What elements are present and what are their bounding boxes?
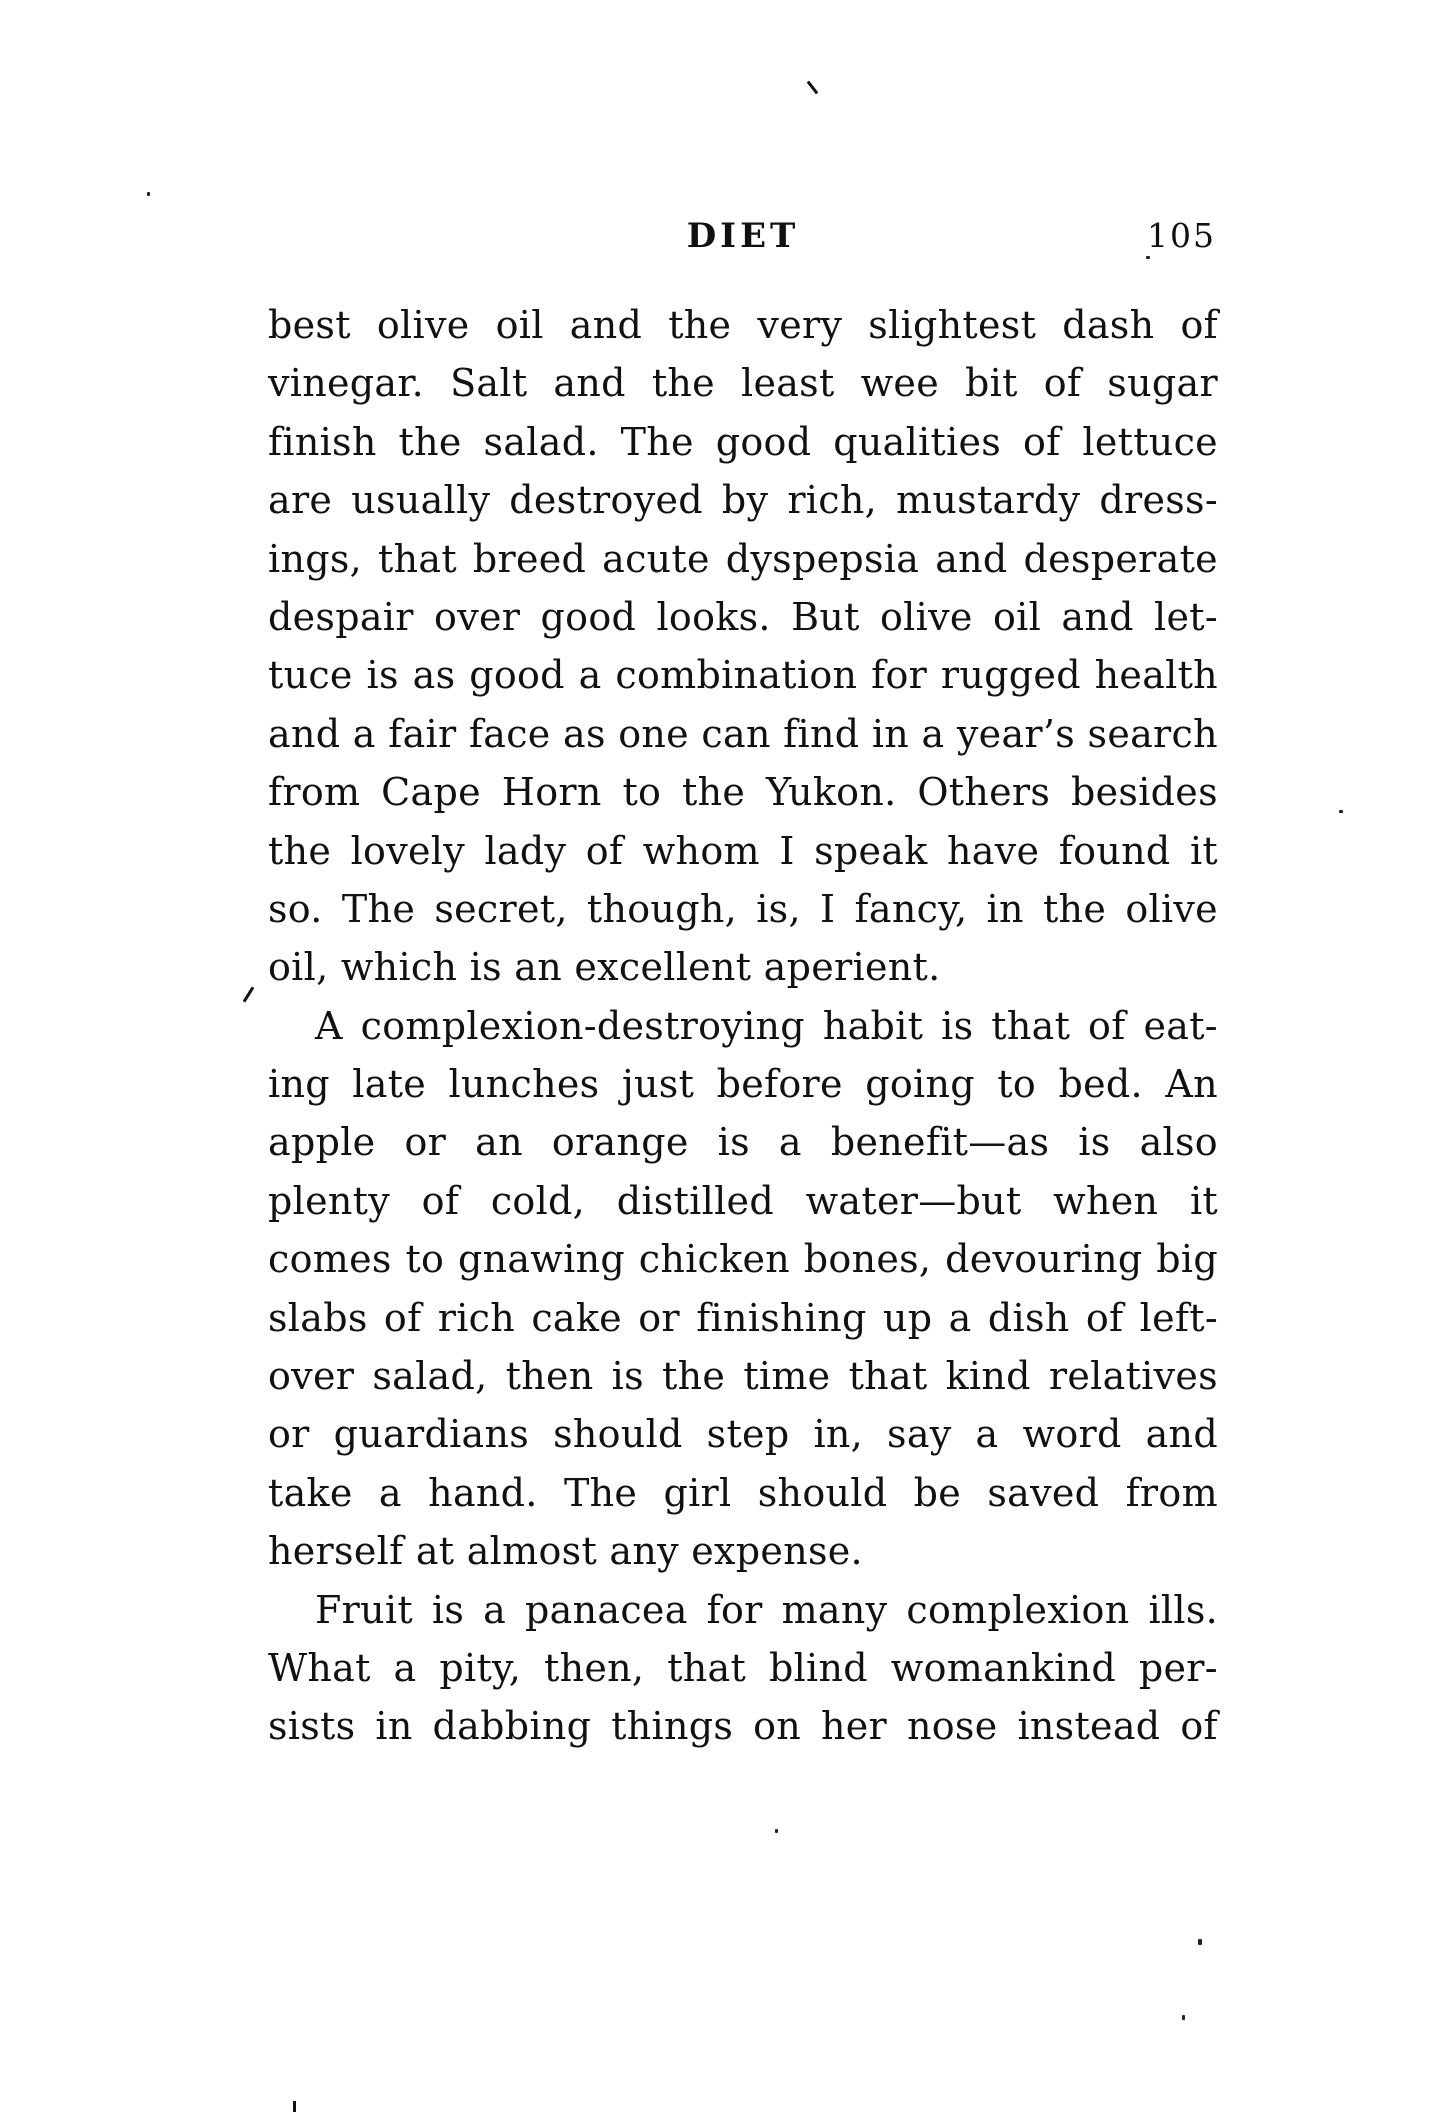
running-header [268, 214, 1218, 258]
text-line: from Cape Horn to the Yukon. Others besides [268, 770, 1218, 815]
text-line: herself at almost any expense. [268, 1529, 863, 1574]
text-line: A complexion-destroying habit is that of eat- [315, 1003, 1218, 1048]
scan-speck [1146, 256, 1150, 259]
scan-speck [1339, 810, 1343, 813]
text-line: or guardians should step in, say a word and [268, 1412, 1218, 1457]
text-line: finish the salad. The good qualities of lettuce [268, 419, 1218, 464]
text-line: vinegar. Salt and the least wee bit of sugar [268, 361, 1218, 406]
text-line: plenty of cold, distilled water—but when it [268, 1178, 1218, 1223]
scan-speck [1182, 2015, 1185, 2020]
scan-speck [1198, 1939, 1202, 1945]
text-line: are usually destroyed by rich, mustardy dress- [268, 478, 1218, 523]
page-number: 105 [1147, 216, 1216, 255]
scan-mark [243, 986, 255, 1002]
text-line: ing late lunches just before going to bed. An [268, 1062, 1218, 1107]
text-line: sists in dabbing things on her nose instead of [268, 1704, 1218, 1749]
text-line: over salad, then is the time that kind relatives [268, 1354, 1218, 1399]
text-line: the lovely lady of whom I speak have found it [268, 828, 1218, 873]
text-line: What a pity, then, that blind womankind per- [268, 1645, 1218, 1690]
text-line: Fruit is a panacea for many complexion ills. [315, 1587, 1218, 1632]
text-line: tuce is as good a combination for rugged health [268, 653, 1218, 698]
body-text [268, 296, 1218, 1756]
text-line: comes to gnawing chicken bones, devouring big [268, 1237, 1218, 1282]
text-line: oil, which is an excellent aperient. [268, 945, 941, 990]
scan-mark [293, 2101, 296, 2112]
text-line: so. The secret, though, is, I fancy, in the olive [268, 886, 1218, 931]
text-line: and a fair face as one can find in a year’s search [268, 711, 1218, 756]
scan-speck [775, 1829, 778, 1833]
text-line: best olive oil and the very slightest dash of [268, 303, 1218, 347]
scan-mark [807, 81, 819, 95]
text-line: despair over good looks. But olive oil and let- [268, 594, 1218, 639]
text-line: take a hand. The girl should be saved from [268, 1470, 1218, 1515]
text-line: apple or an orange is a benefit—as is also [268, 1120, 1218, 1165]
scan-speck [147, 192, 150, 196]
text-line: slabs of rich cake or finishing up a dish of left- [268, 1295, 1218, 1340]
text-line: ings, that breed acute dyspepsia and desperate [268, 536, 1218, 581]
page-title: DIET [686, 216, 800, 256]
